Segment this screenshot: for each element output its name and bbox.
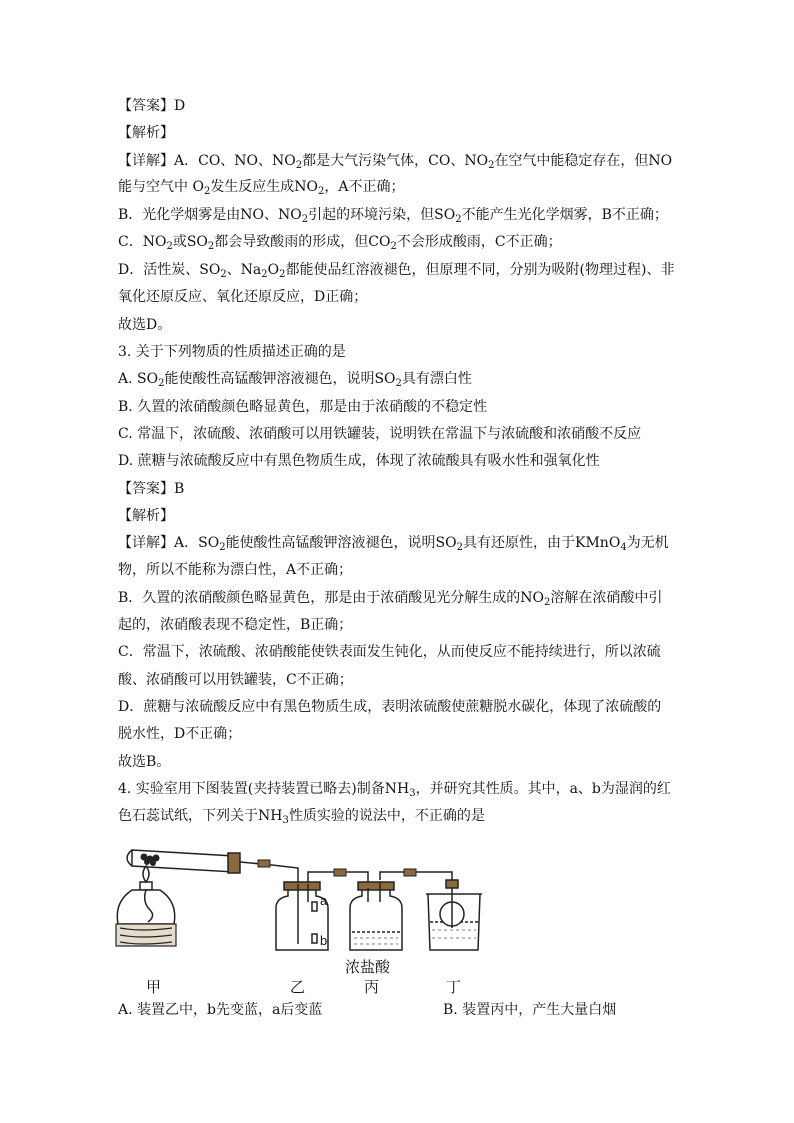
q3-detail-line-3: B．久置的浓硝酸颜色略显黄色，那是由于浓硝酸见光分解生成的$NO_2$溶解在浓硝酸中引 <box>118 590 663 608</box>
q3-detail-line-8: 脱水性，D不正确； <box>118 726 242 742</box>
wooden-block <box>116 924 176 946</box>
nh3-apparatus-diagram <box>112 832 512 1000</box>
q4-option-a: A. 装置乙中，b先变蓝，a后变蓝 <box>118 1002 323 1018</box>
q4-stem-line-2: 色石蕊试纸，下列关于$NH_3$性质实验的说法中，不正确的是 <box>118 808 485 826</box>
q2-answer: 【答案】D <box>118 98 186 114</box>
q2-detail-line-1: 【详解】A．CO、NO、$NO_2$都是大气污染气体，CO、$NO_2$在空气中能稳定存在，但NO <box>118 153 673 171</box>
q3-option-d: D. 蔗糖与浓硫酸反应中有黑色物质生成，体现了浓硫酸具有吸水性和强氧化性 <box>118 453 600 469</box>
q2-detail-d-line-1: D．活性炭、$SO_2$、$Na_2O_2$都能使品红溶液褪色，但原理不同，分别为吸附(物理过程)、非 <box>118 262 675 280</box>
q3-analysis-heading: 【解析】 <box>118 508 174 524</box>
q3-stem: 3. 关于下列物质的性质描述正确的是 <box>118 344 346 360</box>
q2-detail-d-line-2: 氧化还原反应、氧化还原反应，D正确； <box>118 289 368 305</box>
q3-option-a: A. $SO_2$能使酸性高锰酸钾溶液褪色，说明$SO_2$具有漂白性 <box>118 371 472 389</box>
alcohol-lamp <box>117 866 174 924</box>
q3-answer: 【答案】B <box>118 481 185 497</box>
q2-conclusion: 故选D。 <box>118 317 172 333</box>
q3-detail-line-2: 物，所以不能称为漂白性，A不正确； <box>118 562 353 578</box>
q2-analysis-heading: 【解析】 <box>118 125 174 141</box>
beaker-ding <box>426 880 482 950</box>
q4-option-b: B. 装置丙中，产生大量白烟 <box>443 1002 617 1018</box>
q3-detail-line-4: 起的，浓硝酸表现不稳定性，B正确； <box>118 617 353 633</box>
label-b: b <box>320 933 328 948</box>
rubber-tubing <box>258 860 416 876</box>
label-bing: 丙 <box>364 978 380 996</box>
q3-option-b: B. 久置的浓硝酸颜色略显黄色，那是由于浓硝酸的不稳定性 <box>118 399 488 415</box>
q3-detail-line-7: D．蔗糖与浓硫酸反应中有黑色物质生成，表明浓硫酸使蔗糖脱水碳化，体现了浓硫酸的 <box>118 699 662 715</box>
q3-conclusion: 故选B。 <box>118 754 171 770</box>
label-ding: 丁 <box>446 978 462 996</box>
label-jia: 甲 <box>146 978 162 996</box>
bottle-bing <box>350 882 402 950</box>
label-yi: 乙 <box>290 978 306 996</box>
label-concentrated-hcl: 浓盐酸 <box>345 958 391 976</box>
concentrated-hcl-liquid <box>354 938 398 944</box>
q2-detail-line-2: 能与空气中 $O_2$发生反应生成$NO_2$，A不正确； <box>118 179 405 197</box>
q3-detail-line-1: 【详解】A．$SO_2$能使酸性高锰酸钾溶液褪色，说明$SO_2$具有还原性，由于KMnO$_4$为无机 <box>118 535 669 553</box>
q3-option-c: C. 常温下，浓硫酸、浓硝酸可以用铁罐装，说明铁在常温下与浓硫酸和浓硝酸不反应 <box>118 426 642 442</box>
q3-detail-line-6: 酸、浓硝酸可以用铁罐装，C不正确； <box>118 672 353 688</box>
q2-detail-c: C．$NO_2$或$SO_2$都会导致酸雨的形成，但$CO_2$不会形成酸雨，C不正确； <box>118 234 562 252</box>
q3-detail-line-5: C．常温下，浓硫酸、浓硝酸能使铁表面发生钝化，从而使反应不能持续进行，所以浓硫 <box>118 644 661 660</box>
q4-stem-line-1: 4. 实验室用下图装置(夹持装置已略去)制备$NH_3$，并研究其性质。其中，a、b为湿润的红 <box>118 781 671 799</box>
apparatus-drawing <box>112 832 512 1000</box>
q2-detail-b: B．光化学烟雾是由NO、$NO_2$引起的环境污染，但$SO_2$不能产生光化学烟雾，B不正确； <box>118 207 668 225</box>
label-a: a <box>320 893 328 908</box>
